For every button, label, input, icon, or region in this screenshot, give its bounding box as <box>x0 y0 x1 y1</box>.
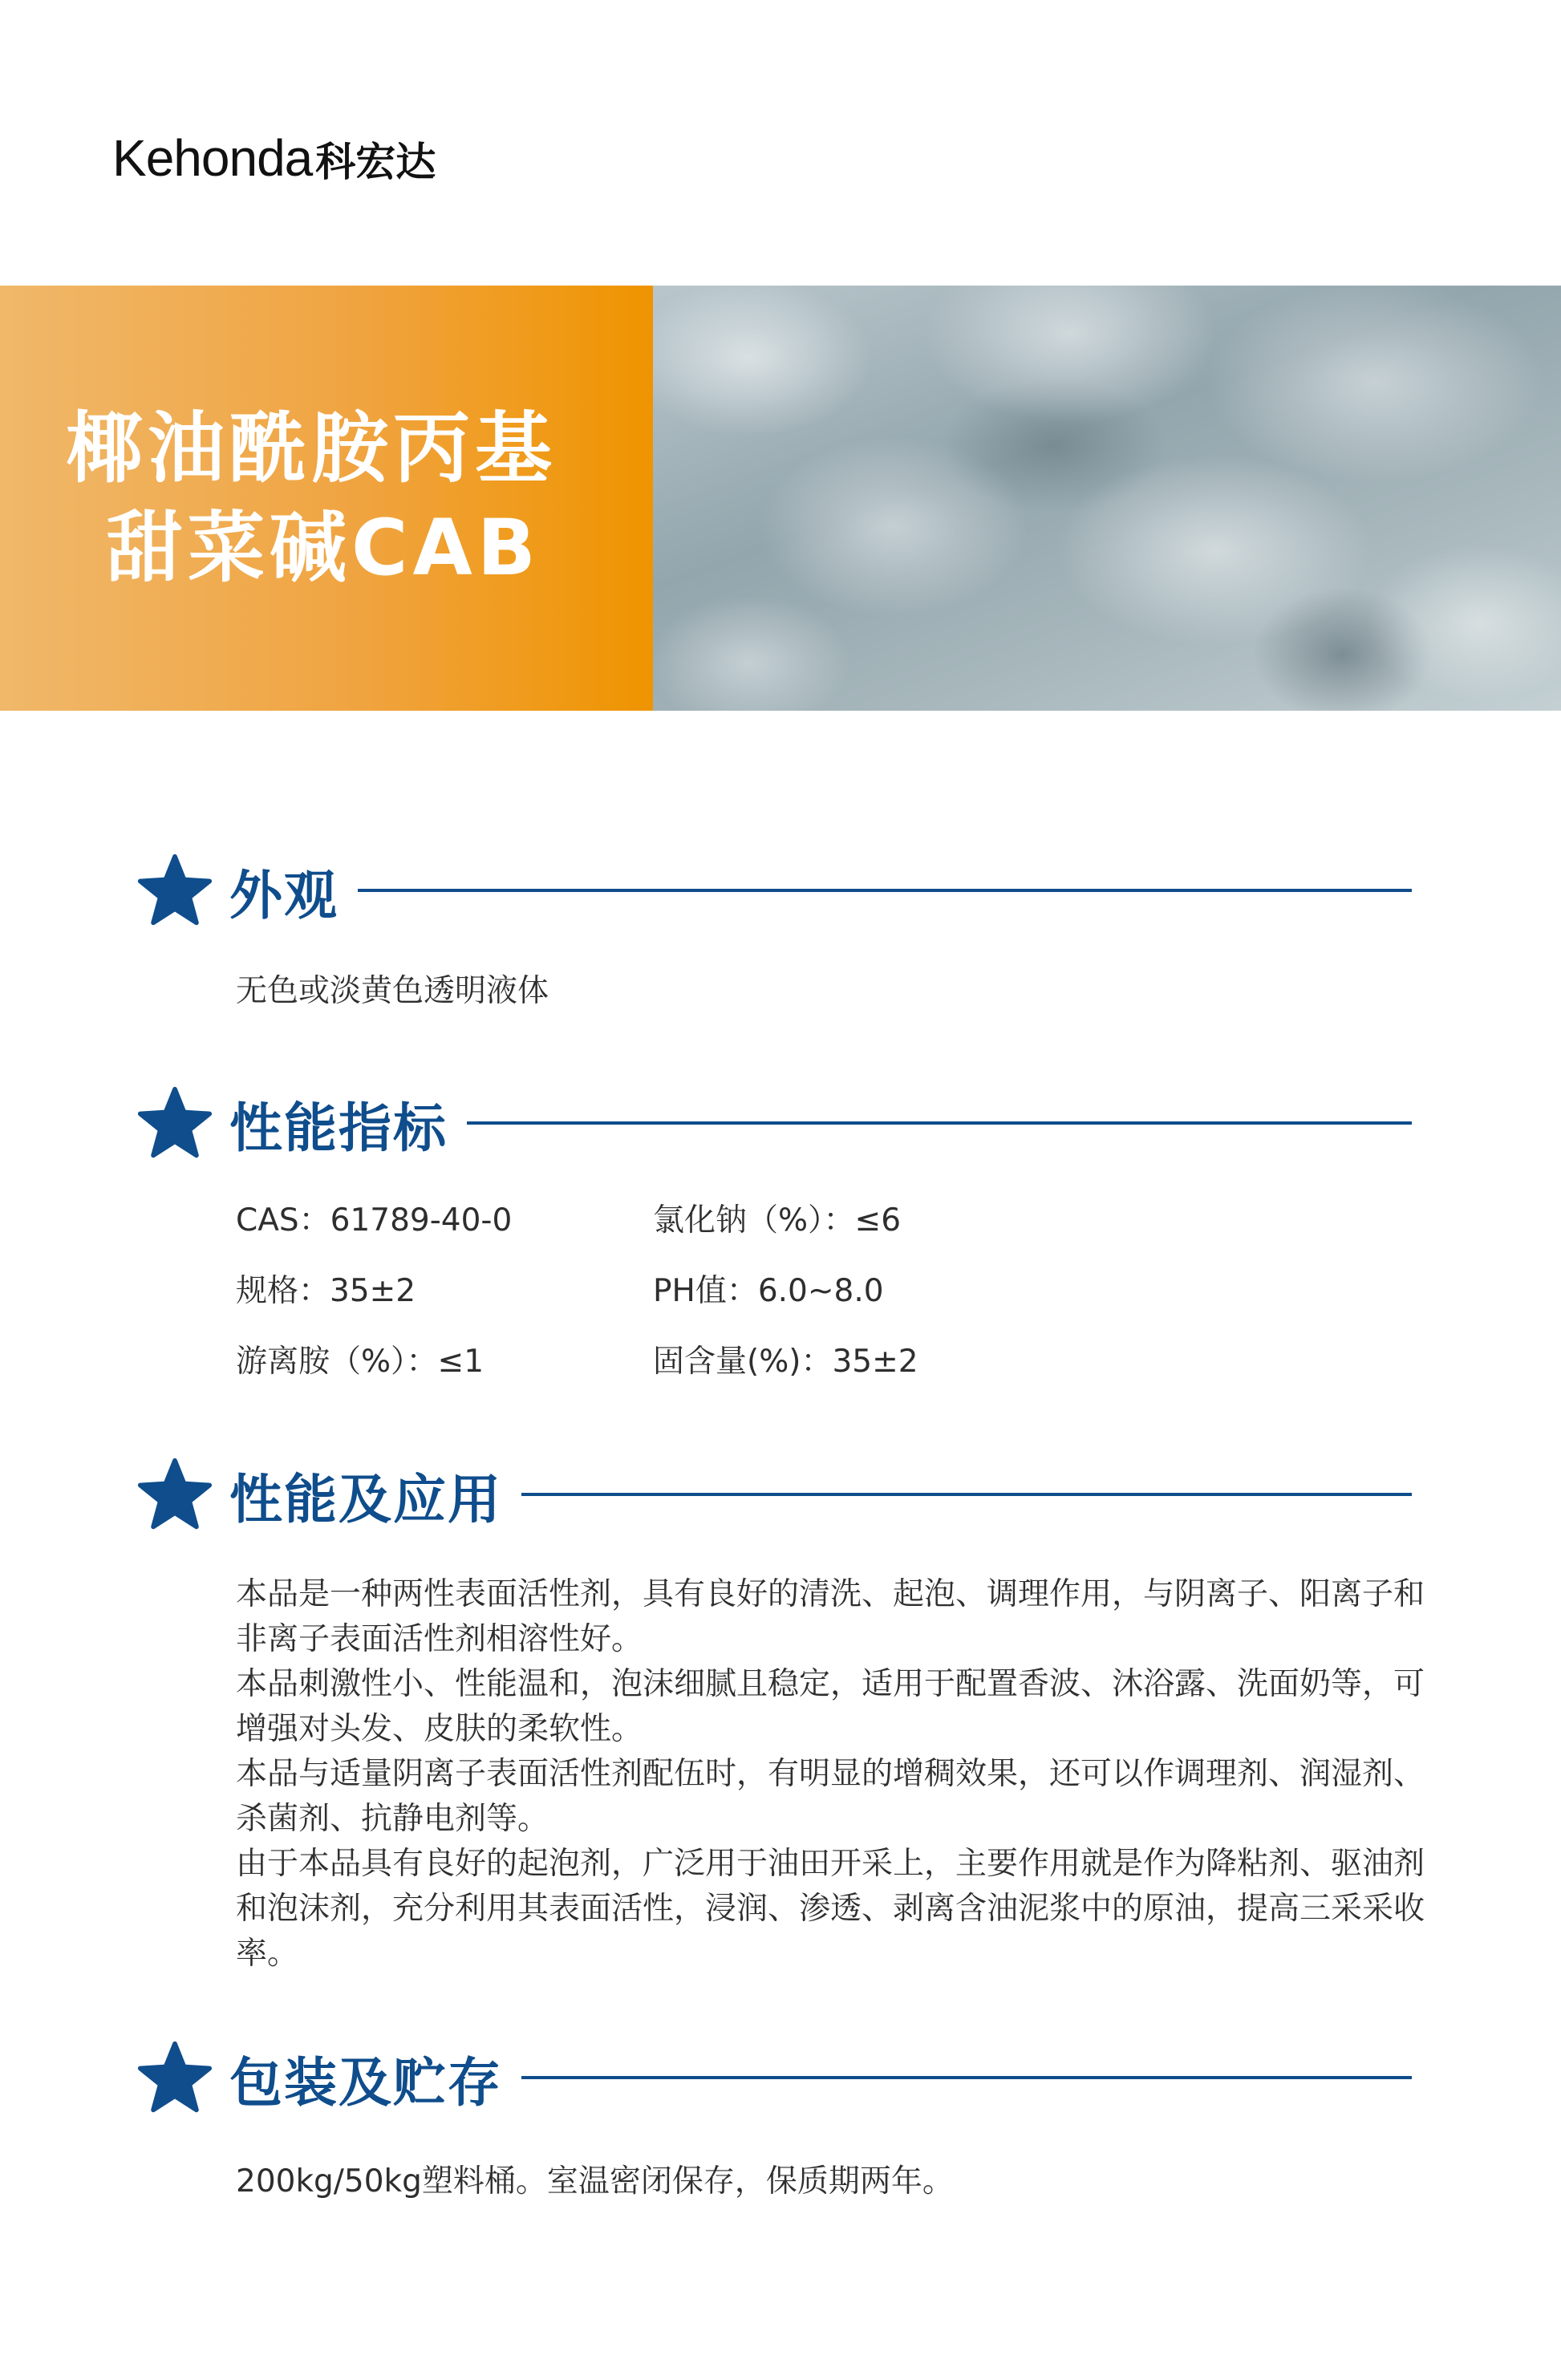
application-paragraph: 本品刺激性小、性能温和，泡沫细腻且稳定，适用于配置香波、沐浴露、洗面奶等，可增强对头发、皮肤的柔软性。 <box>236 1666 1425 1747</box>
section-title: 包装及贮存 <box>229 2051 502 2114</box>
spec-item-sodium-chloride: 氯化钠（%）：≤6 <box>653 1202 902 1239</box>
spec-item-ph: PH值：6.0~8.0 <box>653 1273 884 1309</box>
spec-item-cas: CAS：61789-40-0 <box>236 1202 513 1239</box>
section-appearance-header <box>136 852 1412 929</box>
section-divider <box>358 889 1412 892</box>
spec-item-solid-content: 固含量(%)：35±2 <box>653 1344 918 1380</box>
star-icon <box>136 1456 213 1533</box>
brand-logo <box>112 128 436 188</box>
banner-title-panel <box>0 286 653 711</box>
section-title: 性能指标 <box>229 1097 448 1159</box>
star-icon <box>136 2039 213 2116</box>
section-divider <box>521 2076 1412 2079</box>
packaging-text: 200kg/50kg塑料桶。室温密闭保存，保质期两年。 <box>236 2163 954 2200</box>
section-title: 外观 <box>229 864 339 926</box>
spec-item-grade: 规格：35±2 <box>236 1273 416 1309</box>
section-application-header <box>136 1456 1412 1533</box>
section-specs-header <box>136 1085 1412 1162</box>
logo-latin-text: Kehonda <box>112 129 313 187</box>
application-text <box>236 1572 1439 1977</box>
star-icon <box>136 1085 213 1162</box>
section-divider <box>521 1493 1412 1496</box>
hero-banner <box>0 286 1561 711</box>
spec-list <box>236 1198 1134 1385</box>
section-packaging-header <box>136 2039 1412 2116</box>
star-icon <box>136 852 213 929</box>
section-divider <box>467 1121 1412 1125</box>
section-title: 性能及应用 <box>229 1468 502 1531</box>
foam-photo <box>653 286 1561 711</box>
application-paragraph: 由于本品具有良好的起泡剂，广泛用于油田开采上，主要作用就是作为降粘剂、驱油剂和泡沫剂，充分利用其表面活性，浸润、渗透、剥离含油泥浆中的原油，提高三采采收率。 <box>236 1846 1425 1972</box>
application-paragraph: 本品是一种两性表面活性剂，具有良好的清洗、起泡、调理作用，与阴离子、阳离子和非离子表面活性剂相溶性好。 <box>236 1576 1425 1657</box>
spec-item-free-amine: 游离胺（%）：≤1 <box>236 1344 485 1380</box>
appearance-text: 无色或淡黄色透明液体 <box>236 973 549 1009</box>
application-paragraph: 本品与适量阴离子表面活性剂配伍时，有明显的增稠效果，还可以作调理剂、润湿剂、杀菌剂、抗静电剂等。 <box>236 1756 1425 1837</box>
product-title-line1: 椰油酰胺丙基 <box>66 403 557 493</box>
logo-chinese-text: 科宏达 <box>315 139 436 185</box>
product-title-line2: 甜菜碱CAB <box>106 503 541 593</box>
